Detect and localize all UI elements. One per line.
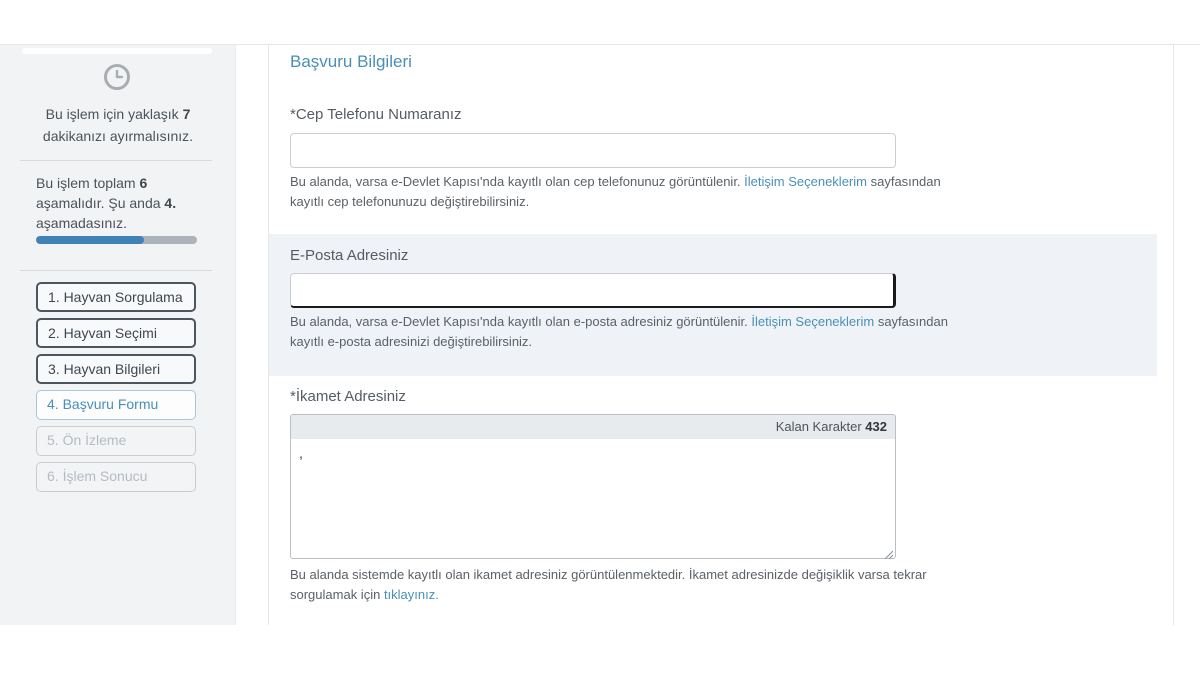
content-right-border [1173,45,1174,625]
phone-label: *Cep Telefonu Numaranız [290,106,462,123]
page-title: Başvuru Bilgileri [290,52,412,71]
email-input[interactable] [290,273,896,308]
sidebar-divider-2 [20,270,212,271]
sidebar-divider [20,160,212,161]
phone-helper-pre: Bu alanda, varsa e-Devlet Kapısı'nda kayıtlı olan cep telefonunuz görüntülenir. [290,174,745,189]
progress-fill [36,236,144,244]
email-helper-pre: Bu alanda, varsa e-Devlet Kapısı'nda kayıtlı olan e-posta adresiniz görüntülenir. [290,314,752,329]
stage-note: Bu işlem toplam 6 aşamalıdır. Şu anda 4. aşamadasınız. [36,175,177,231]
address-helper-text [290,565,950,604]
contact-options-link[interactable]: İletişim Seçeneklerim [744,174,867,189]
phone-helper-text [290,172,950,211]
requery-address-link[interactable]: tıklayınız. [383,586,439,602]
step-button-4-active[interactable]: 4. Başvuru Formu [36,390,196,420]
step-button-3[interactable]: 3. Hayvan Bilgileri [36,354,196,384]
step-list [36,282,196,498]
step-button-1[interactable]: 1. Hayvan Sorgulama [36,282,196,312]
address-label: *İkamet Adresiniz [290,388,406,405]
email-label: E-Posta Adresiniz [290,247,409,264]
address-helper-pre: Bu alanda sistemde kayıtlı olan ikamet adresiniz görüntülenmektedir. İkamet adresinizde değişiklik varsa tekrar sorgulamak için [290,567,927,602]
remaining-characters-counter: Kalan Karakter 432 [291,415,895,439]
sidebar-top-divider [22,48,212,54]
step-button-2[interactable]: 2. Hayvan Seçimi [36,318,196,348]
email-helper-post: sayfasından kayıtlı e-posta adresinizi değiştirebilirsiniz. [290,314,948,349]
address-textarea[interactable] [290,414,896,559]
step-button-6: 6. İşlem Sonucu [36,462,196,492]
sidebar [0,45,236,625]
email-helper-text [290,312,950,351]
address-textarea-value[interactable]: , [299,445,303,461]
step-button-5: 5. Ön İzleme [36,426,196,456]
clock-icon [103,63,131,91]
phone-helper-post: sayfasından kayıtlı cep telefonunuzu değiştirebilirsiniz. [290,174,941,209]
progress-bar [36,236,197,244]
duration-note: Bu işlem için yaklaşık 7 dakikanızı ayırmalısınız. [42,106,194,144]
phone-input[interactable] [290,133,896,168]
contact-options-link-2[interactable]: İletişim Seçeneklerim [751,314,875,329]
resize-handle-icon[interactable] [883,546,893,556]
